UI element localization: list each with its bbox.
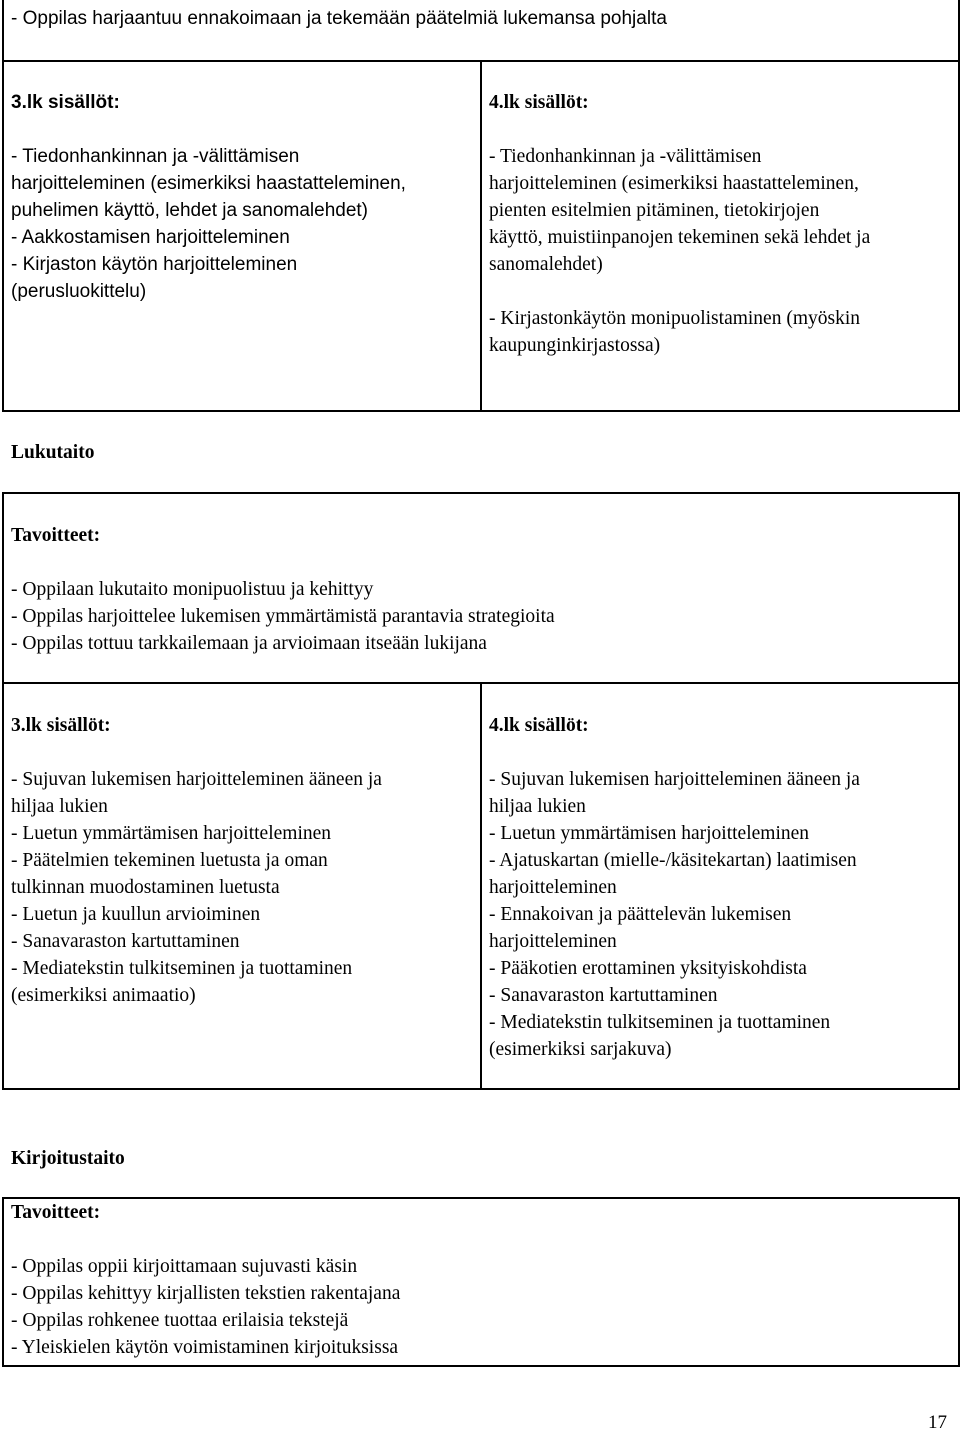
content-line: - Pääkotien erottaminen yksityiskohdista	[489, 958, 807, 979]
lukutaito-column-divider	[480, 682, 482, 1090]
content-line: - Kirjaston käytön harjoitteleminen	[11, 254, 298, 275]
grade3-content	[11, 766, 382, 1009]
goals-list	[11, 576, 555, 657]
content-line: - Luetun ja kuullun arvioiminen	[11, 904, 261, 925]
content-line: - Aakkostamisen harjoitteleminen	[11, 227, 290, 248]
tiedonhankinta-right-cell	[489, 89, 870, 359]
content-line: tulkinnan muodostaminen luetusta	[11, 877, 280, 898]
content-line: harjoitteleminen	[489, 877, 617, 898]
goal-line: - Oppilaan lukutaito monipuolistuu ja kehittyy	[11, 579, 374, 600]
content-line: sanomalehdet)	[489, 254, 603, 275]
content-line: harjoitteleminen (esimerkiksi haastatteleminen,	[11, 173, 406, 194]
grade4-heading: 4.lk sisällöt:	[489, 715, 589, 736]
content-line: - Päätelmien tekeminen luetusta ja oman	[11, 850, 328, 871]
section-title-kirjoitustaito: Kirjoitustaito	[11, 1148, 125, 1169]
goals-heading: Tavoitteet:	[11, 525, 101, 546]
grade4-content	[489, 143, 870, 359]
content-line: harjoitteleminen (esimerkiksi haastatteleminen,	[489, 173, 859, 194]
goal-line: - Oppilas oppii kirjoittamaan sujuvasti käsin	[11, 1256, 358, 1277]
content-line: pienten esitelmien pitäminen, tietokirjojen	[489, 200, 820, 221]
kirjoitustaito-goals	[11, 1199, 400, 1361]
content-line: - Tiedonhankinnan ja -välittämisen	[489, 146, 762, 167]
section-title-lukutaito: Lukutaito	[11, 442, 95, 463]
goals-heading: Tavoitteet:	[11, 1202, 101, 1223]
lukutaito-goals	[11, 522, 555, 657]
content-line: harjoitteleminen	[489, 931, 617, 952]
content-line: hiljaa lukien	[489, 796, 586, 817]
content-line: (perusluokittelu)	[11, 281, 147, 302]
content-line: - Luetun ymmärtämisen harjoitteleminen	[11, 823, 332, 844]
content-line: hiljaa lukien	[11, 796, 108, 817]
content-line: - Sanavaraston kartuttaminen	[11, 931, 240, 952]
goal-line: - Oppilas harjoittelee lukemisen ymmärtämistä parantavia strategioita	[11, 606, 555, 627]
grade3-content	[11, 143, 406, 305]
content-line: - Sanavaraston kartuttaminen	[489, 985, 718, 1006]
content-line: - Mediatekstin tulkitseminen ja tuottaminen	[489, 1012, 831, 1033]
content-line: - Sujuvan lukemisen harjoitteleminen ääneen ja	[11, 769, 382, 790]
top-goal-line: - Oppilas harjaantuu ennakoimaan ja tekemään päätelmiä lukemansa pohjalta	[11, 8, 667, 29]
content-line: (esimerkiksi animaatio)	[11, 985, 196, 1006]
tiedonhankinta-left-cell	[11, 89, 406, 305]
grade3-heading: 3.lk sisällöt:	[11, 92, 120, 113]
grade4-content	[489, 766, 860, 1063]
content-line: kaupunginkirjastossa)	[489, 335, 661, 356]
content-line: - Sujuvan lukemisen harjoitteleminen ääneen ja	[489, 769, 860, 790]
goal-line: - Yleiskielen käytön voimistaminen kirjoituksissa	[11, 1337, 399, 1358]
grade3-heading: 3.lk sisällöt:	[11, 715, 111, 736]
content-line: - Luetun ymmärtämisen harjoitteleminen	[489, 823, 810, 844]
content-line: - Mediatekstin tulkitseminen ja tuottaminen	[11, 958, 353, 979]
lukutaito-right-cell	[489, 712, 860, 1063]
content-line: puhelimen käyttö, lehdet ja sanomalehdet)	[11, 200, 369, 221]
goal-line: - Oppilas rohkenee tuottaa erilaisia tekstejä	[11, 1310, 349, 1331]
tiedonhankinta-column-divider	[480, 60, 482, 412]
goals-list	[11, 1253, 400, 1361]
goal-line: - Oppilas kehittyy kirjallisten tekstien rakentajana	[11, 1283, 401, 1304]
content-line: (esimerkiksi sarjakuva)	[489, 1039, 672, 1060]
grade4-heading: 4.lk sisällöt:	[489, 92, 589, 113]
lukutaito-left-cell	[11, 712, 382, 1009]
page-number: 17	[928, 1412, 947, 1433]
content-line: - Ajatuskartan (mielle-/käsitekartan) laatimisen	[489, 850, 857, 871]
goal-line: - Oppilas tottuu tarkkailemaan ja arvioimaan itseään lukijana	[11, 633, 487, 654]
content-line: - Tiedonhankinnan ja -välittämisen	[11, 146, 300, 167]
content-line: - Kirjastonkäytön monipuolistaminen (myöskin	[489, 308, 861, 329]
content-line: - Ennakoivan ja päättelevän lukemisen	[489, 904, 792, 925]
content-line: käyttö, muistiinpanojen tekeminen sekä lehdet ja	[489, 227, 871, 248]
